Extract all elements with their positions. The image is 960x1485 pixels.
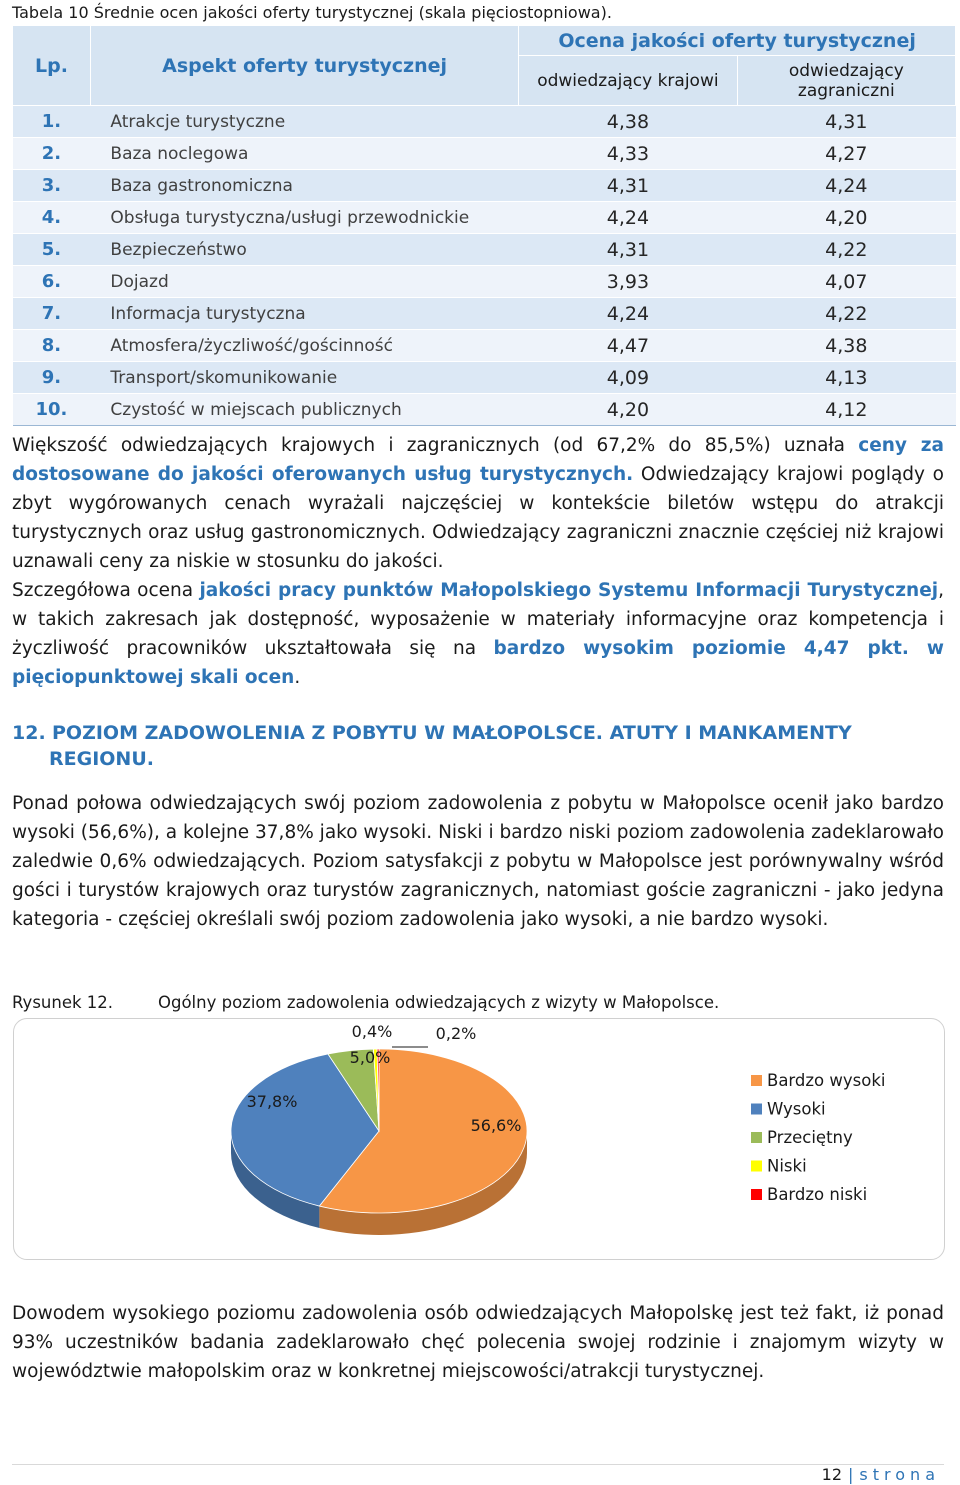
row-lp: 3. — [13, 170, 91, 202]
header-group: Ocena jakości oferty turystycznej — [519, 26, 956, 56]
header-lp: Lp. — [13, 26, 91, 106]
row-aspect: Informacja turystyczna — [90, 298, 518, 330]
table-row — [13, 394, 956, 426]
header-domestic: odwiedzający krajowi — [519, 56, 737, 106]
legend-label: Wysoki — [767, 1099, 826, 1119]
row-lp: 5. — [13, 234, 91, 266]
paragraph-info-text3: . — [294, 667, 301, 688]
paragraph-recommendation: Dowodem wysokiego poziomu zadowolenia osób odwiedzających Małopolskę jest też fakt, iż ponad 93% uczestników badania zadeklarowało chęć polecenia swojej rodzinie i znajomym wizyty w województwie małopolskim oraz w konkretnej miejscowości/atrakcji turystycznej. — [12, 1303, 944, 1382]
paragraph-info-highlight1: jakości pracy punktów Małopolskiego Systemu Informacji Turystycznej — [199, 580, 939, 601]
legend-label: Niski — [767, 1156, 807, 1176]
quality-table — [12, 25, 956, 426]
legend-swatch — [751, 1104, 762, 1115]
table-caption: Tabela 10 Średnie ocen jakości oferty turystycznej (skala pięciostopniowa). — [12, 3, 612, 22]
row-foreign: 4,13 — [737, 362, 955, 394]
table-row — [13, 202, 956, 234]
legend-swatch — [751, 1189, 762, 1200]
row-aspect: Atrakcje turystyczne — [90, 106, 518, 138]
row-domestic: 4,33 — [519, 138, 737, 170]
pie-data-label: 5,0% — [349, 1048, 391, 1067]
paragraph-prices — [12, 431, 944, 576]
row-foreign: 4,12 — [737, 394, 955, 426]
row-domestic: 3,93 — [519, 266, 737, 298]
row-domestic: 4,24 — [519, 298, 737, 330]
row-aspect: Obsługa turystyczna/usługi przewodnickie — [90, 202, 518, 234]
row-foreign: 4,27 — [737, 138, 955, 170]
legend-swatch — [751, 1161, 762, 1172]
table-row — [13, 138, 956, 170]
row-aspect: Baza noclegowa — [90, 138, 518, 170]
table-row — [13, 362, 956, 394]
row-aspect: Baza gastronomiczna — [90, 170, 518, 202]
row-aspect: Atmosfera/życzliwość/gościnność — [90, 330, 518, 362]
figure-label: Rysunek 12. — [12, 993, 114, 1012]
row-aspect: Bezpieczeństwo — [90, 234, 518, 266]
pie-data-label: 37,8% — [246, 1092, 298, 1111]
section-title-line1: POZIOM ZADOWOLENIA Z POBYTU W MAŁOPOLSCE. ATUTY I MANKAMENTY — [52, 722, 852, 744]
row-lp: 1. — [13, 106, 91, 138]
row-foreign: 4,22 — [737, 298, 955, 330]
row-domestic: 4,47 — [519, 330, 737, 362]
row-lp: 6. — [13, 266, 91, 298]
row-foreign: 4,38 — [737, 330, 955, 362]
paragraph-info-points — [12, 576, 944, 692]
table-row — [13, 298, 956, 330]
header-aspect: Aspekt oferty turystycznej — [90, 26, 518, 106]
paragraph-info-text1: Szczegółowa ocena — [12, 580, 200, 601]
pie-data-label: 0,4% — [351, 1022, 393, 1041]
section-heading — [12, 720, 944, 772]
row-domestic: 4,38 — [519, 106, 737, 138]
figure-caption — [12, 993, 719, 1012]
paragraph-prices-highlight: ceny za dostosowane do jakości oferowanych usług turystycznych. — [12, 435, 945, 485]
legend-label: Bardzo niski — [767, 1185, 868, 1204]
row-foreign: 4,20 — [737, 202, 955, 234]
pie-chart — [14, 1019, 944, 1259]
legend-swatch — [751, 1075, 762, 1086]
row-lp: 7. — [13, 298, 91, 330]
legend-swatch — [751, 1132, 762, 1143]
row-foreign: 4,07 — [737, 266, 955, 298]
paragraph-satisfaction: Ponad połowa odwiedzających swój poziom zadowolenia z pobytu w Małopolsce ocenił jako bardzo wysoki (56,6%), a kolejne 37,8% jako wysoki. Niski i bardzo niski poziom zadowolenia zadeklarowało zaledwie 0,6% odwiedzających. Poziom satysfakcji z pobytu w Małopolsce jest porównywalny wśród gości i turystów krajowych oraz turystów zagranicznych, natomiast goście zagraniczni - jako jedyna kategoria - częściej określali swój poziom zadowolenia jako wysoki, a nie bardzo wysoki. — [12, 793, 944, 930]
row-domestic: 4,31 — [519, 170, 737, 202]
row-foreign: 4,22 — [737, 234, 955, 266]
header-foreign: odwiedzający zagraniczni — [737, 56, 955, 106]
row-domestic: 4,09 — [519, 362, 737, 394]
page-number-block — [822, 1465, 940, 1484]
row-lp: 10. — [13, 394, 91, 426]
table-row — [13, 106, 956, 138]
paragraph-prices-text2: Odwiedzający krajowi poglądy o zbyt wygórowanych cenach wyrażali najczęściej w kontekście biletów wstępu do atrakcji turystycznych oraz usług gastronomicznych. Odwiedzający zagraniczni znacznie częściej niż krajowi uznawali ceny za niskie w stosunku do jakości. — [12, 464, 944, 572]
row-aspect: Czystość w miejscach publicznych — [90, 394, 518, 426]
table-row — [13, 234, 956, 266]
figure-title: Ogólny poziom zadowolenia odwiedzających z wizyty w Małopolsce. — [158, 993, 720, 1012]
row-foreign: 4,31 — [737, 106, 955, 138]
pie-data-label: 56,6% — [470, 1116, 522, 1135]
table-row — [13, 266, 956, 298]
legend-label: Bardzo wysoki — [767, 1071, 886, 1090]
section-number: 12. — [12, 722, 46, 744]
row-aspect: Dojazd — [90, 266, 518, 298]
page-number: 12 — [821, 1465, 843, 1484]
row-lp: 9. — [13, 362, 91, 394]
row-lp: 2. — [13, 138, 91, 170]
paragraph-info-text2: , w takich zakresach jak dostępność, wyposażenie w materiały informacyjne oraz kompetencja i życzliwość pracowników ukształtowała się na — [12, 580, 944, 659]
table-row — [13, 170, 956, 202]
footer-separator: | — [848, 1465, 854, 1484]
legend-label: Przeciętny — [767, 1128, 853, 1147]
footer-word: strona — [859, 1465, 940, 1484]
row-domestic: 4,24 — [519, 202, 737, 234]
row-domestic: 4,31 — [519, 234, 737, 266]
row-lp: 8. — [13, 330, 91, 362]
row-foreign: 4,24 — [737, 170, 955, 202]
row-domestic: 4,20 — [519, 394, 737, 426]
paragraph-prices-text1: Większość odwiedzających krajowych i zagranicznych (od 67,2% do 85,5%) uznała — [12, 435, 859, 456]
page-footer — [12, 1464, 944, 1485]
section-title-line2: REGIONU. — [49, 748, 154, 770]
paragraph-info-highlight2: bardzo wysokim poziomie 4,47 pkt. w pięciopunktowej skali ocen — [12, 638, 944, 688]
row-lp: 4. — [13, 202, 91, 234]
table-row — [13, 330, 956, 362]
pie-data-label: 0,2% — [435, 1024, 477, 1043]
row-aspect: Transport/skomunikowanie — [90, 362, 518, 394]
pie-chart-container — [13, 1018, 945, 1260]
